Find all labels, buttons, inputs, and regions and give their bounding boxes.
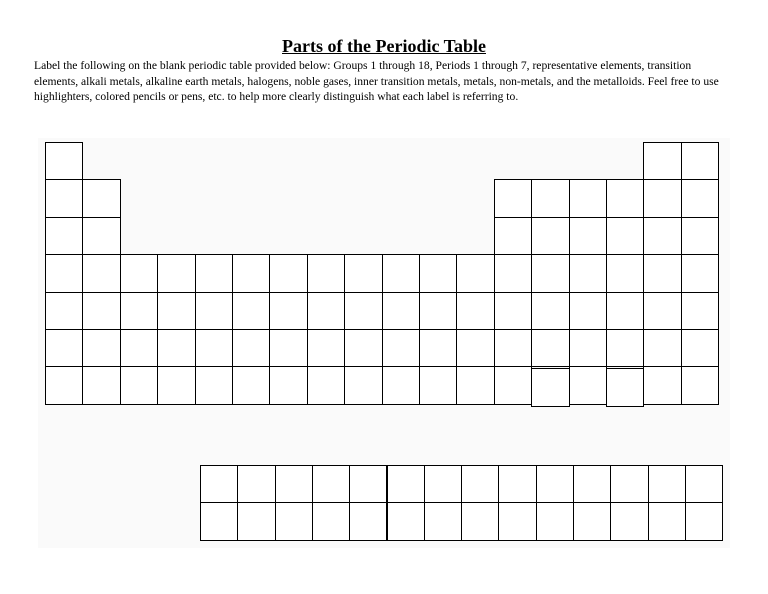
inner-transition-cell	[200, 465, 238, 503]
inner-transition-cell	[536, 465, 574, 503]
inner-transition-cell	[498, 502, 536, 540]
inner-transition-cell	[312, 502, 350, 540]
inner-transition-cell	[648, 465, 686, 503]
inner-transition-cell	[312, 465, 350, 503]
inner-transition-cell	[573, 465, 611, 503]
inner-transition-cell	[237, 465, 275, 503]
inner-transition-cell	[685, 502, 723, 540]
inner-transition-cell	[349, 502, 387, 540]
inner-transition-cell	[461, 502, 499, 540]
inner-transition-cell	[275, 502, 313, 540]
inner-transition-cell	[424, 465, 462, 503]
inner-transition-cell	[461, 465, 499, 503]
inner-transition-cell	[573, 502, 611, 540]
inner-transition-cell	[387, 502, 425, 540]
inner-transition-cell	[237, 502, 275, 540]
inner-transition-cell	[648, 502, 686, 540]
inner-transition-cell	[536, 502, 574, 540]
inner-transition-cell	[424, 502, 462, 540]
inner-transition-cell	[349, 465, 387, 503]
inner-transition-cell	[275, 465, 313, 503]
inner-transition-cell	[200, 502, 238, 540]
inner-transition-cell	[498, 465, 536, 503]
inner-transition-cell	[610, 465, 648, 503]
inner-transition-cell	[685, 465, 723, 503]
page-title: Parts of the Periodic Table	[282, 36, 486, 56]
instructions-text: Label the following on the blank periodic table provided below: Groups 1 through 18, Periods 1 through 7, representative elements, transition elements, alkali metals, alkaline earth metals, halogens, noble gases, inner transition metals, metals, non-metals, and the metalloids. Feel free to use highlighters, colored pencils or pens, etc. to help more clearly distinguish what each label is referring to.	[34, 59, 719, 103]
inner-transition-cell	[610, 502, 648, 540]
inner-transition-cell	[387, 465, 425, 503]
